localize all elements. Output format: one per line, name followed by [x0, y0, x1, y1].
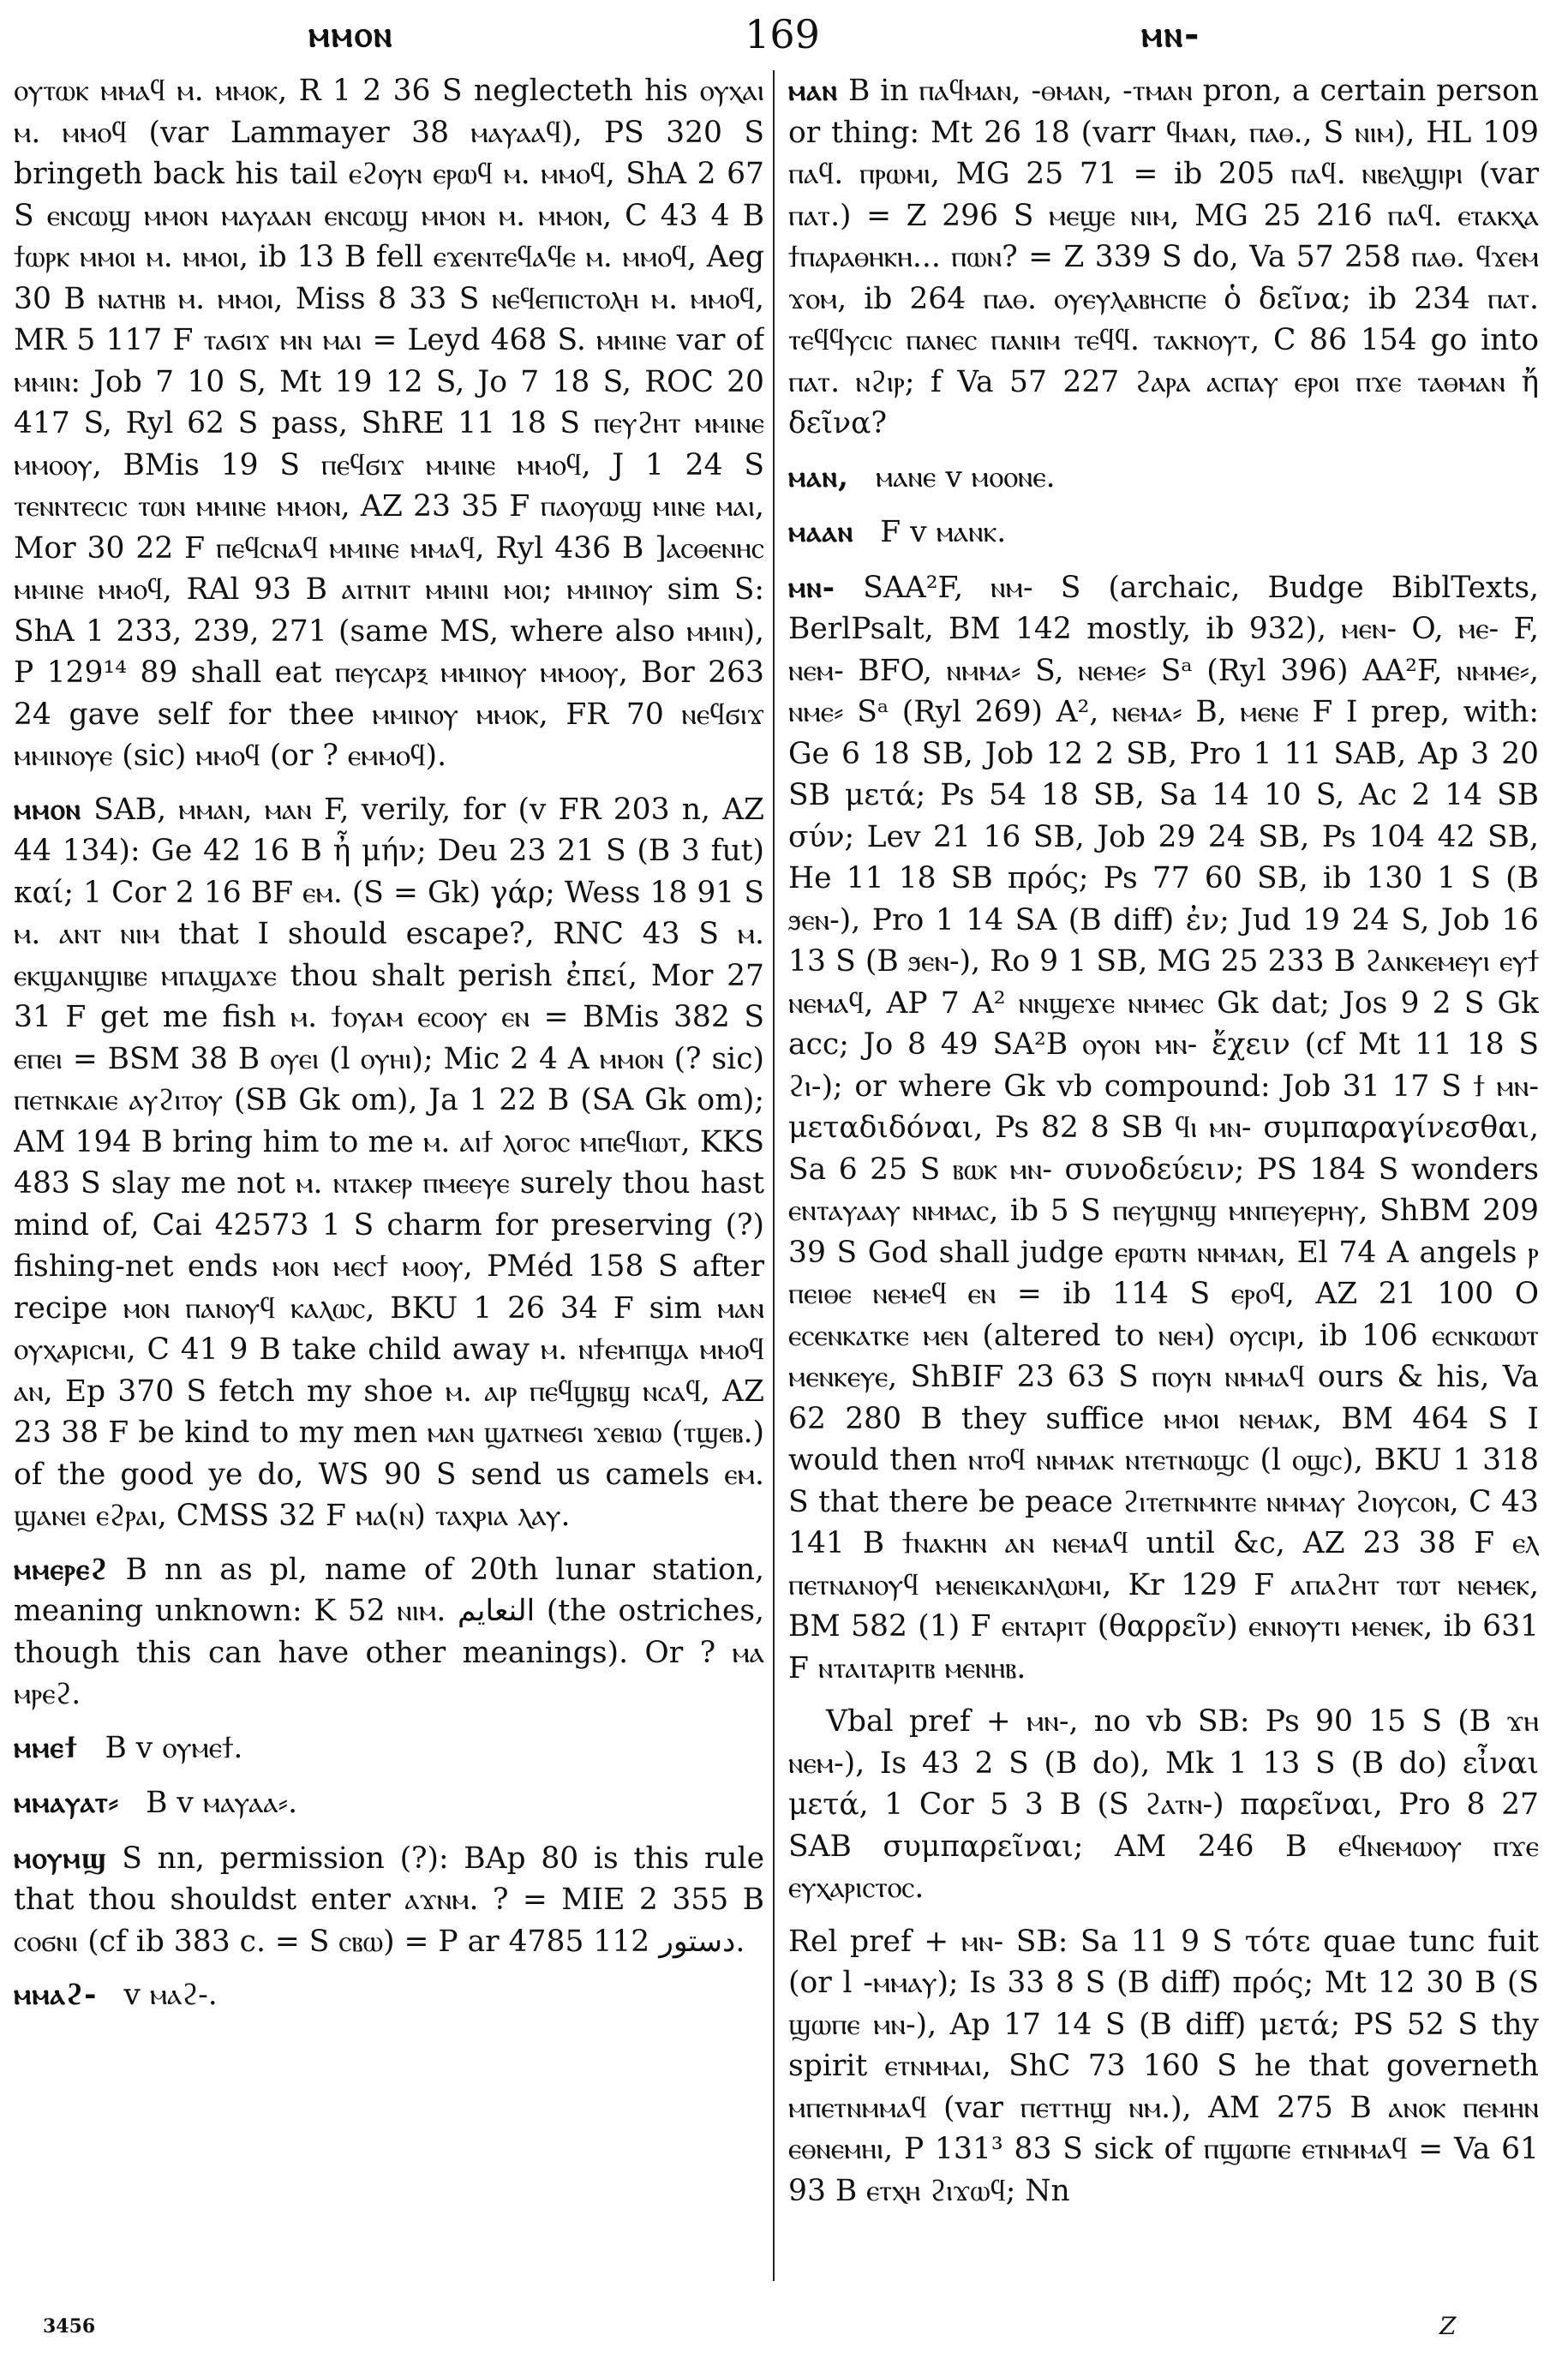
entry-vbal-pref — [788, 1701, 1539, 1909]
headword: ⲙⲙⲉⲣⲉϩ — [14, 1552, 109, 1587]
entry-text: B nn as pl, name of 20th lunar station, meaning unknown: K 52 ⲛⲓⲙ. النعايم (the ostriches, though this can have other meanings). Or ? ⲙⲁ ⲙⲣⲉϩ. — [14, 1552, 764, 1711]
entry-text: ⲟⲩⲧⲱⲕ ⲙⲙⲁϥ ⲙ. ⲙⲙⲟⲕ, R 1 2 36 S neglecteth his ⲟⲩⲭⲁⲓ ⲙ. ⲙⲙⲟϥ (var Lammayer 38 ⲙⲁⲩⲁⲁϥ), PS 320 S bringeth back his tail ⲉϩⲟⲩⲛ ⲉⲣⲱϥ ⲙ. ⲙⲙⲟϥ, ShA 2 67 S ⲉⲛⲥⲱϣ ⲙⲙⲟⲛ ⲙⲁⲩⲁⲁⲛ ⲉⲛⲥⲱϣ ⲙⲙⲟⲛ ⲙ. ⲙⲙⲟⲛ, C 43 4 B ϯⲱⲣⲕ ⲙⲙⲟⲓ ⲙ. ⲙⲙⲟⲓ, ib 13 B fell ⲉϫⲉⲛⲧⲉϥⲁϥⲉ ⲙ. ⲙⲙⲟϥ, Aeg 30 B ⲛⲁⲧⲏⲃ ⲙ. ⲙⲙⲟⲓ, Miss 8 33 S ⲛⲉϥⲉⲡⲓⲥⲧⲟⲗⲏ ⲙ. ⲙⲙⲟϥ, MR 5 117 F ⲧⲁϭⲓϫ ⲙⲛ ⲙⲁⲓ = Leyd 468 S. ⲙⲙⲓⲛⲉ var of ⲙⲙⲓⲛ: Job 7 10 S, Mt 19 12 S, Jo 7 18 S, ROC 20 417 S, Ryl 62 S pass, ShRE 11 18 S ⲡⲉⲩϩⲏⲧ ⲙⲙⲓⲛⲉ ⲙⲙⲟⲟⲩ, BMis 19 S ⲡⲉϥϭⲓϫ ⲙⲙⲓⲛⲉ ⲙⲙⲟϥ, J 1 24 S ⲧⲉⲛⲛⲧⲉⲥⲓⲥ ⲧⲱⲛ ⲙⲙⲓⲛⲉ ⲙⲙⲟⲛ, AZ 23 35 F ⲡⲁⲟⲩⲱϣ ⲙⲓⲛⲉ ⲙⲁⲓ, Mor 30 22 F ⲡⲉϥⲥⲛⲁϥ ⲙⲙⲓⲛⲉ ⲙⲙⲁϥ, Ryl 436 B ]ⲁⲥⲑⲉⲛⲏⲥ ⲙⲙⲓⲛⲉ ⲙⲙⲟϥ, RAl 93 B ⲁⲓⲧⲛⲓⲧ ⲙⲙⲓⲛⲓ ⲙⲟⲓ; ⲙⲙⲓⲛⲟⲩ sim S: ShA 1 233, 239, 271 (same MS, where also ⲙⲙⲓⲛ), P 129¹⁴ 89 shall eat ⲡⲉⲩⲥⲁⲣⲝ ⲙⲙⲓⲛⲟⲩ ⲙⲙⲟⲟⲩ, Bor 263 24 gave self for thee ⲙⲙⲓⲛⲟⲩ ⲙⲙⲟⲕ, FR 70 ⲛⲉϥϭⲓϫ ⲙⲙⲓⲛⲟⲩⲉ (sic) ⲙⲙⲟϥ (or ? ⲉⲙⲙⲟϥ). — [14, 74, 764, 773]
entry-text: S nn, permission (?): BAp 80 is this rule that thou shouldst enter ⲁϫⲛⲙ. ? = MIE 2 355 B ⲥⲟϭⲛⲓ (cf ib 383 c. = S ⲥⲃⲱ) = P ar 4785 112 دستور. — [14, 1841, 764, 1959]
entry-text: Rel pref + ⲙⲛ- SB: Sa 11 9 S τότε quae tunc fuit (or l -ⲙⲙⲁⲩ); Is 33 8 S (B diff) πρός; Mt 12 30 B (S ϣⲱⲡⲉ ⲙⲛ-), Ap 17 14 S (B diff) μετά; PS 52 S thy spirit ⲉⲧⲛⲙⲙⲁⲓ, ShC 73 160 S he that governeth ⲙⲡⲉⲧⲛⲙⲙⲁϥ (var ⲡⲉⲧⲧⲏϣ ⲛⲙ.), AM 275 B ⲁⲛⲟⲕ ⲡⲉⲙⲏⲛ ⲉⲑⲛⲉⲙⲏⲓ, P 131³ 83 S sick of ⲡϣⲱⲡⲉ ⲉⲧⲛⲙⲙⲁϥ = Va 61 93 B ⲉⲧⲭⲏ ϩⲓϫⲱϥ; Nn — [788, 1924, 1539, 2208]
left-column — [14, 70, 764, 2298]
headword: ⲙⲟⲩⲙϣ — [14, 1841, 107, 1876]
entry-rel-pref — [788, 1921, 1539, 2212]
entry-mmeti — [14, 1727, 764, 1769]
entry-text: Vbal pref + ⲙⲛ-, no vb SB: Ps 90 15 S (B ϫⲏ ⲛⲉⲙ-), Is 43 2 S (B do), Mk 1 13 S (B do) εἶναι μετά, 1 Cor 5 3 B (S ϩⲁⲧⲛ-) παρεῖναι, Pro 8 27 SAB συμπαρεῖναι; AM 246 B ⲉϥⲛⲉⲙⲱⲟⲩ ⲡϫⲉ ⲉⲩⲭⲁⲣⲓⲥⲧⲟⲥ. — [788, 1704, 1539, 1905]
page-number: 169 — [745, 11, 820, 57]
entry-text: SAB, ⲙⲙⲁⲛ, ⲙⲁⲛ F, verily, for (v FR 203 n, AZ 44 134): Ge 42 16 B ἦ μήν; Deu 23 21 S (B 3 fut) καί; 1 Cor 2 16 BF ⲉⲙ. (S = Gk) γάρ; Wess 18 91 S ⲙ. ⲁⲛⲧ ⲛⲓⲙ that I should escape?, RNC 43 S ⲙ. ⲉⲕϣⲁⲛϣⲓⲃⲉ ⲙⲡⲁϣⲁϫⲉ thou shalt perish ἐπεί, Mor 27 31 F get me fish ⲙ. ϯⲟⲩⲁⲙ ⲉⲥⲟⲟⲩ ⲉⲛ = BMis 382 S ⲉⲡⲉⲓ = BSM 38 B ⲟⲩⲉⲓ (l ⲟⲩⲏⲓ); Mic 2 4 A ⲙⲙⲟⲛ (? sic) ⲡⲉⲧⲛⲕⲁⲓⲉ ⲁⲩϩⲓⲧⲟⲩ (SB Gk om), Ja 1 22 B (SA Gk om); AM 194 B bring him to me ⲙ. ⲁⲓϯ ⲗⲟⲅⲟⲥ ⲙⲡⲉϥⲓⲱⲧ, KKS 483 S slay me not ⲙ. ⲛⲧⲁⲕⲉⲣ ⲡⲙⲉⲉⲩⲉ surely thou hast mind of, Cai 42573 1 S charm for preserving (?) fishing-net ends ⲙⲟⲛ ⲙⲉⲥϯ ⲙⲟⲟⲩ, PMéd 158 S after recipe ⲙⲟⲛ ⲡⲁⲛⲟⲩϥ ⲕⲁⲗⲱⲥ, BKU 1 26 34 F sim ⲙⲁⲛ ⲟⲩⲭⲁⲣⲓⲥⲙⲓ, C 41 9 B take child away ⲙ. ⲛϯⲉⲙⲡϣⲁ ⲙⲙⲟϥ ⲁⲛ, Ep 370 S fetch my shoe ⲙ. ⲁⲓⲣ ⲡⲉϥϣⲃϣ ⲛⲥⲁϥ, AZ 23 38 F be kind to my men ⲙⲁⲛ ϣⲁⲧⲛⲉϭⲓ ϫⲉⲃⲓⲱ (ⲧϣⲉⲃ.) of the good ye do, WS 90 S send us camels ⲉⲙ. ϣⲁⲛⲉⲓ ⲉϩⲣⲁⲓ, CMSS 32 F ⲙⲁ(ⲛ) ⲧⲁⲭⲣⲓⲁ ⲗⲁⲩ. — [14, 792, 764, 1533]
running-head-right: ⲙⲛ- — [1141, 13, 1201, 55]
entry-mn — [788, 567, 1539, 1690]
entry-mmon — [14, 789, 764, 1537]
headword: ⲙⲁⲛ — [788, 74, 839, 108]
running-head-left: ⲙⲙⲟⲛ — [308, 13, 394, 55]
entry-text: B in ⲡⲁϥⲙⲁⲛ, -ⲑⲙⲁⲛ, -ⲧⲙⲁⲛ pron, a certain person or thing: Mt 26 18 (varr ϥⲙⲁⲛ, ⲡⲁⲑ., S ⲛⲓⲙ), HL 109 ⲡⲁϥ. ⲡⲣⲱⲙⲓ, MG 25 71 = ib 205 ⲡⲁϥ. ⲛⲃⲉⲗϣⲓⲣⲓ (var ⲡⲁⲧ.) = Z 296 S ⲙⲉϣⲉ ⲛⲓⲙ, MG 25 216 ⲡⲁϥ. ⲉⲧⲁⲕⲭⲁ ϯⲡⲁⲣⲁⲑⲏⲕⲏ... ⲡⲱⲛ? = Z 339 S do, Va 57 258 ⲡⲁⲑ. ϥϫⲉⲙ ϫⲟⲙ, ib 264 ⲡⲁⲑ. ⲟⲩⲉⲩⲗⲁⲃⲏⲥⲡⲉ ὁ δεῖνα; ib 234 ⲡⲁⲧ. ⲧⲉϥϥⲩⲥⲓⲥ ⲡⲁⲛⲉⲥ ⲡⲁⲛⲓⲙ ⲧⲉϥϥ. ⲧⲁⲕⲛⲟⲩⲧ, C 86 154 go into ⲡⲁⲧ. ⲛϩⲓⲣ; f Va 57 227 ϩⲁⲣⲁ ⲁⲥⲡⲁⲩ ⲉⲣⲟⲓ ⲡϫⲉ ⲧⲁⲑⲙⲁⲛ ἤ δεῖνα? — [788, 74, 1539, 440]
entry-mmereh — [14, 1549, 764, 1715]
headword: ⲙⲙⲟⲛ — [14, 792, 82, 827]
entry-text: B v ⲙⲁⲩⲁⲁ⸗. — [146, 1786, 298, 1820]
entry-moumsh — [14, 1838, 764, 1963]
headword: ⲙⲁⲛ, — [788, 459, 850, 494]
column-divider — [773, 70, 775, 2281]
entry-mmah — [14, 1974, 764, 2016]
headword: ⲙⲙⲁⲩⲁⲧ⸗ — [14, 1786, 120, 1820]
entry-man-mane — [788, 457, 1539, 499]
entry-continuation — [14, 70, 764, 777]
entry-text: ⲙⲁⲛⲉ v ⲙⲟⲟⲛⲉ. — [876, 459, 1056, 494]
headword: ⲙⲙⲁϩ- — [14, 1978, 98, 2012]
headword: ⲙⲙⲉϯ — [14, 1730, 79, 1765]
entry-text: v ⲙⲁϩ-. — [123, 1978, 218, 2012]
signature-mark: Z — [1439, 2312, 1457, 2340]
entry-mmauat — [14, 1782, 764, 1824]
entry-text: SAA²F, ⲛⲙ- S (archaic, Budge BiblTexts, BerlPsalt, BM 142 mostly, ib 932), ⲙⲉⲛ- O, ⲙⲉ- F, ⲛⲉⲙ- BFO, ⲛⲙⲙⲁ⸗ S, ⲛⲉⲙⲉ⸗ Sᵃ (Ryl 396) AA²F, ⲛⲙⲙⲉ⸗, ⲛⲙⲉ⸗ Sᵃ (Ryl 269) A², ⲛⲉⲙⲁ⸗ B, ⲙⲉⲛⲉ F I prep, with: Ge 6 18 SB, Job 12 2 SB, Pro 1 11 SAB, Ap 3 20 SB μετά; Ps 54 18 SB, Sa 14 10 S, Ac 2 14 SB σύν; Lev 21 16 SB, Job 29 24 SB, Ps 104 42 SB, He 11 18 SB πρός; Ps 77 60 SB, ib 130 1 S (B ϧⲉⲛ-), Pro 1 14 SA (B diff) ἐν; Jud 19 24 S, Job 16 13 S (B ϧⲉⲛ-), Ro 9 1 SB, MG 25 233 B ϩⲁⲛⲕⲉⲙⲉⲩⲓ ⲉⲩϯ ⲛⲉⲙⲁϥ, AP 7 A² ⲛⲛϣⲉϫⲉ ⲛⲙⲙⲉⲥ Gk dat; Jos 9 2 S Gk acc; Jo 8 49 SA²B ⲟⲩⲟⲛ ⲙⲛ- ἔχειν (cf Mt 11 18 S ϩⲓ-); or where Gk vb compound: Job 31 17 S ϯ ⲙⲛ- μεταδιδόναι, Ps 82 8 SB ϥⲓ ⲙⲛ- συμπαραγίνεσθαι, Sa 6 25 S ⲃⲱⲕ ⲙⲛ- συνοδεύειν; PS 184 S wonders ⲉⲛⲧⲁⲩⲁⲁⲩ ⲛⲙⲙⲁⲥ, ib 5 S ⲡⲉⲩϣⲛϣ ⲙⲛⲡⲉⲩⲉⲣⲏⲩ, ShBM 209 39 S God shall judge ⲉⲣⲱⲧⲛ ⲛⲙⲙⲁⲛ, El 74 A angels ⲣ ⲡⲉⲓⲑⲉ ⲛⲉⲙⲉϥ ⲉⲛ = ib 114 S ⲉⲣⲟϥ, AZ 21 100 O ⲉⲥⲉⲛⲕⲁⲧⲕⲉ ⲙⲉⲛ (altered to ⲛⲉⲙ) ⲟⲩⲥⲓⲣⲓ, ib 106 ⲉⲥⲛⲕⲱⲱⲧ ⲙⲉⲛⲕⲉⲩⲉ, ShBIF 23 63 S ⲡⲟⲩⲛ ⲛⲙⲙⲁϥ ours & his, Va 62 280 B they suffice ⲙⲙⲟⲓ ⲛⲉⲙⲁⲕ, BM 464 S I would then ⲛⲧⲟϥ ⲛⲙⲙⲁⲕ ⲛⲧⲉⲧⲛⲱϣⲥ (l ⲟϣⲥ), BKU 1 318 S that there be peace ϩⲓⲧⲉⲧⲛⲙⲛⲧⲉ ⲛⲙⲙⲁⲩ ϩⲓⲟⲩⲥⲟⲛ, C 43 141 B ϯⲛⲁⲕⲏⲛ ⲁⲛ ⲛⲉⲙⲁϥ until &c, AZ 23 38 F ⲉⲗ ⲡⲉⲧⲛⲁⲛⲟⲩϥ ⲙⲉⲛⲉⲓⲕⲁⲛⲗⲱⲙⲓ, Kr 129 F ⲁⲡⲁϩⲏⲧ ⲧⲱⲧ ⲛⲉⲙⲉⲕ, BM 582 (1) F ⲉⲛⲧⲁⲣⲓⲧ (θαρρεῖν) ⲉⲛⲛⲟⲩⲧⲓ ⲙⲉⲛⲉⲕ, ib 631 F ⲛⲧⲁⲓⲧⲁⲣⲓⲧⲃ ⲙⲉⲛⲏⲃ. — [788, 570, 1539, 1685]
entry-man — [788, 70, 1539, 445]
entry-maan — [788, 512, 1539, 554]
headword: ⲙⲛ- — [788, 570, 836, 605]
right-column — [788, 70, 1539, 2298]
printer-signature: 3456 — [43, 2315, 96, 2338]
entry-text: F v ⲙⲁⲛⲕ. — [880, 515, 1007, 549]
headword: ⲙⲁⲁⲛ — [788, 515, 854, 549]
entry-text: B v ⲟⲩⲙⲉϯ. — [105, 1730, 243, 1765]
